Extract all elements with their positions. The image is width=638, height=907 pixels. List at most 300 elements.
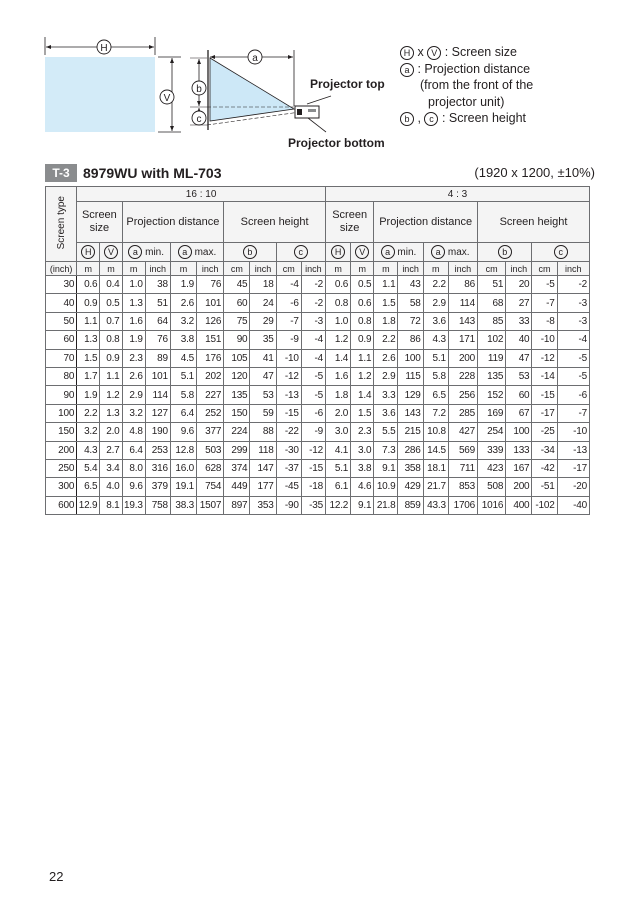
table-cell: 4.6 — [351, 478, 374, 496]
table-cell: -6 — [276, 294, 301, 312]
table-cell: 100 — [398, 349, 423, 367]
table-cell: 135 — [478, 367, 506, 385]
table-cell: 114 — [145, 386, 170, 404]
table-row — [46, 294, 590, 312]
table-cell: 8.0 — [122, 459, 145, 477]
unit-cell: cm — [276, 262, 301, 276]
table-cell: 120 — [224, 367, 250, 385]
table-cell: 339 — [478, 441, 506, 459]
table-cell: 377 — [197, 423, 224, 441]
table-cell: -3 — [557, 312, 589, 330]
table-cell: 14.5 — [423, 441, 448, 459]
table-cell: 147 — [250, 459, 276, 477]
table-body — [46, 276, 590, 515]
legend-screen-height-text: : Screen height — [441, 111, 527, 125]
table-cell: 9.1 — [351, 496, 374, 514]
v-label: V — [163, 93, 171, 104]
table-cell: 3.6 — [423, 312, 448, 330]
table-cell: -20 — [557, 478, 589, 496]
ratio-16-10-header: 16 : 10 — [77, 187, 326, 202]
table-cell: 2.6 — [122, 367, 145, 385]
table-cell: 508 — [478, 478, 506, 496]
table-cell: 12.9 — [77, 496, 100, 514]
table-cell: -5 — [557, 367, 589, 385]
table-cell: 88 — [250, 423, 276, 441]
v-col-header: V — [351, 243, 374, 262]
table-cell: 754 — [197, 478, 224, 496]
table-cell: -9 — [276, 331, 301, 349]
screen-height-header: Screen height — [478, 202, 590, 243]
screen-size-cell: 50 — [46, 312, 77, 330]
unit-inch-header: (inch) — [46, 262, 77, 276]
table-row — [46, 496, 590, 514]
table-cell: 5.8 — [423, 367, 448, 385]
table-cell: 228 — [448, 367, 477, 385]
table-cell: 4.1 — [325, 441, 350, 459]
table-cell: -2 — [301, 276, 325, 294]
table-cell: -37 — [276, 459, 301, 477]
table-cell: 0.7 — [100, 312, 122, 330]
table-cell: -40 — [557, 496, 589, 514]
legend-comma: , — [417, 111, 421, 125]
table-cell: 1.2 — [325, 331, 350, 349]
table-cell: -22 — [276, 423, 301, 441]
table-cell: 7.2 — [423, 404, 448, 422]
table-cell: 16.0 — [170, 459, 196, 477]
table-cell: -4 — [301, 349, 325, 367]
screen-size-cell: 40 — [46, 294, 77, 312]
table-cell: 200 — [448, 349, 477, 367]
table-cell: 253 — [145, 441, 170, 459]
table-cell: 3.2 — [122, 404, 145, 422]
table-cell: 0.5 — [100, 294, 122, 312]
c-label: c — [196, 114, 202, 125]
table-cell: -17 — [557, 459, 589, 477]
table-cell: 27 — [506, 294, 532, 312]
screen-height-header: Screen height — [224, 202, 326, 243]
h-circle-icon: H — [400, 46, 414, 60]
table-cell: 135 — [224, 386, 250, 404]
table-cell: 0.5 — [351, 276, 374, 294]
screen-size-cell: 200 — [46, 441, 77, 459]
table-cell: 2.3 — [351, 423, 374, 441]
unit-cell: m — [351, 262, 374, 276]
table-cell: 45 — [224, 276, 250, 294]
table-row — [46, 349, 590, 367]
projection-distance-header: Projection distance — [122, 202, 224, 243]
screen-rectangle — [45, 57, 155, 132]
screen-size-cell: 60 — [46, 331, 77, 349]
table-row — [46, 423, 590, 441]
table-cell: 1.1 — [77, 312, 100, 330]
table-cell: 6.5 — [77, 478, 100, 496]
table-cell: 0.6 — [325, 276, 350, 294]
table-cell: 1.6 — [122, 312, 145, 330]
table-cell: 1.3 — [100, 404, 122, 422]
table-cell: 358 — [398, 459, 423, 477]
projection-diagram — [0, 0, 638, 160]
table-cell: 119 — [478, 349, 506, 367]
table-cell: -35 — [301, 496, 325, 514]
table-badge: T-3 — [45, 164, 77, 182]
table-cell: 152 — [478, 386, 506, 404]
table-cell: -10 — [276, 349, 301, 367]
table-cell: 21.8 — [374, 496, 398, 514]
table-cell: 114 — [448, 294, 477, 312]
table-row — [46, 386, 590, 404]
projection-distance-header: Projection distance — [374, 202, 478, 243]
legend-screen-size-text: : Screen size — [444, 45, 517, 59]
table-cell: -12 — [276, 367, 301, 385]
projection-beam — [210, 58, 294, 121]
table-cell: 33 — [506, 312, 532, 330]
screen-size-cell: 30 — [46, 276, 77, 294]
table-cell: 53 — [250, 386, 276, 404]
table-cell: 5.1 — [325, 459, 350, 477]
table-cell: 58 — [398, 294, 423, 312]
table-cell: 1.9 — [170, 276, 196, 294]
table-cell: 374 — [224, 459, 250, 477]
table-cell: 41 — [250, 349, 276, 367]
table-cell: 47 — [506, 349, 532, 367]
table-cell: 21.7 — [423, 478, 448, 496]
table-cell: 129 — [398, 386, 423, 404]
table-cell: 1.4 — [325, 349, 350, 367]
table-cell: 6.4 — [122, 441, 145, 459]
table-cell: 51 — [145, 294, 170, 312]
table-cell: 1.2 — [100, 386, 122, 404]
c-col-header: c — [276, 243, 325, 262]
legend-note-line2: projector unit) — [428, 94, 505, 109]
table-cell: -18 — [301, 478, 325, 496]
table-cell: 10.9 — [374, 478, 398, 496]
screen-size-header: Screen size — [77, 202, 122, 243]
b-label: b — [196, 84, 202, 95]
v-circle-icon: V — [427, 46, 441, 60]
table-cell: 5.5 — [374, 423, 398, 441]
table-cell: 2.9 — [423, 294, 448, 312]
projector-bottom-label: Projector bottom — [288, 136, 385, 150]
h-col-header: H — [325, 243, 350, 262]
table-cell: 0.8 — [325, 294, 350, 312]
table-cell: -7 — [276, 312, 301, 330]
table-cell: -15 — [301, 459, 325, 477]
table-cell: 43.3 — [423, 496, 448, 514]
table-row — [46, 331, 590, 349]
table-cell: 0.9 — [77, 294, 100, 312]
table-row — [46, 367, 590, 385]
table-cell: 176 — [197, 349, 224, 367]
table-cell: 12.2 — [325, 496, 350, 514]
table-cell: 38.3 — [170, 496, 196, 514]
table-cell: 628 — [197, 459, 224, 477]
table-cell: -30 — [276, 441, 301, 459]
a-circle-icon: a — [400, 63, 414, 77]
table-cell: 53 — [506, 367, 532, 385]
table-cell: -90 — [276, 496, 301, 514]
legend-screen-size — [400, 44, 533, 61]
table-row — [46, 441, 590, 459]
table-cell: 1.5 — [374, 294, 398, 312]
table-cell: 102 — [478, 331, 506, 349]
table-cell: -7 — [532, 294, 557, 312]
table-cell: -6 — [557, 386, 589, 404]
table-cell: 143 — [398, 404, 423, 422]
table-cell: 126 — [197, 312, 224, 330]
v-col-header: V — [100, 243, 122, 262]
table-cell: 4.0 — [100, 478, 122, 496]
table-cell: 133 — [506, 441, 532, 459]
table-cell: 1.5 — [351, 404, 374, 422]
unit-cell: cm — [224, 262, 250, 276]
table-cell: 859 — [398, 496, 423, 514]
table-cell: -7 — [557, 404, 589, 422]
table-cell: 1706 — [448, 496, 477, 514]
table-cell: 0.9 — [351, 331, 374, 349]
table-cell: 2.3 — [122, 349, 145, 367]
table-row — [46, 276, 590, 294]
table-cell: 503 — [197, 441, 224, 459]
unit-cell: inch — [250, 262, 276, 276]
table-cell: 68 — [478, 294, 506, 312]
table-cell: 3.3 — [374, 386, 398, 404]
table-cell: 254 — [478, 423, 506, 441]
table-cell: 449 — [224, 478, 250, 496]
table-cell: 1.0 — [325, 312, 350, 330]
table-cell: 0.4 — [100, 276, 122, 294]
table-cell: -4 — [557, 331, 589, 349]
table-cell: -3 — [557, 294, 589, 312]
resolution-note: (1920 x 1200, ±10%) — [474, 165, 595, 180]
table-cell: 299 — [224, 441, 250, 459]
h-label: H — [100, 43, 108, 54]
table-cell: 2.2 — [374, 331, 398, 349]
table-cell: 19.3 — [122, 496, 145, 514]
table-cell: 1507 — [197, 496, 224, 514]
table-row — [46, 404, 590, 422]
table-cell: -51 — [532, 478, 557, 496]
table-cell: 150 — [224, 404, 250, 422]
table-cell: 18 — [250, 276, 276, 294]
table-cell: 711 — [448, 459, 477, 477]
table-cell: 427 — [448, 423, 477, 441]
unit-cell: inch — [197, 262, 224, 276]
table-cell: 167 — [506, 459, 532, 477]
ratio-4-3-header: 4 : 3 — [325, 187, 589, 202]
unit-cell: m — [100, 262, 122, 276]
legend-projection-distance — [400, 61, 533, 78]
table-cell: 100 — [506, 423, 532, 441]
unit-cell: inch — [448, 262, 477, 276]
b-circle-icon: b — [400, 112, 414, 126]
table-cell: -4 — [301, 331, 325, 349]
unit-cell: inch — [145, 262, 170, 276]
table-cell: 256 — [448, 386, 477, 404]
table-cell: -9 — [301, 423, 325, 441]
table-cell: 72 — [398, 312, 423, 330]
legend-projection-distance-text: : Projection distance — [417, 61, 531, 76]
table-cell: 90 — [224, 331, 250, 349]
table-cell: 1.1 — [351, 349, 374, 367]
c-circle-icon: c — [424, 112, 438, 126]
table-cell: -2 — [301, 294, 325, 312]
table-cell: 3.6 — [374, 404, 398, 422]
table-cell: 200 — [506, 478, 532, 496]
table-cell: 6.1 — [325, 478, 350, 496]
table-cell: 118 — [250, 441, 276, 459]
table-cell: 9.6 — [122, 478, 145, 496]
table-cell: 853 — [448, 478, 477, 496]
table-cell: 127 — [145, 404, 170, 422]
table-cell: 60 — [224, 294, 250, 312]
table-cell: 227 — [197, 386, 224, 404]
table-cell: 3.2 — [170, 312, 196, 330]
table-cell: 101 — [197, 294, 224, 312]
screen-size-header: Screen size — [325, 202, 373, 243]
table-cell: -102 — [532, 496, 557, 514]
table-cell: 171 — [448, 331, 477, 349]
screen-size-cell: 90 — [46, 386, 77, 404]
screen-size-cell: 150 — [46, 423, 77, 441]
table-cell: 75 — [224, 312, 250, 330]
table-cell: 2.7 — [100, 441, 122, 459]
unit-cell: m — [122, 262, 145, 276]
table-cell: 10.8 — [423, 423, 448, 441]
b-col-header: b — [224, 243, 276, 262]
table-cell: 0.8 — [351, 312, 374, 330]
table-cell: 0.8 — [100, 331, 122, 349]
unit-cell: inch — [398, 262, 423, 276]
table-cell: 190 — [145, 423, 170, 441]
table-row — [46, 459, 590, 477]
table-cell: 2.2 — [423, 276, 448, 294]
table-cell: 1.8 — [374, 312, 398, 330]
table-cell: 215 — [398, 423, 423, 441]
table-cell: 89 — [145, 349, 170, 367]
table-cell: 1.7 — [77, 367, 100, 385]
table-cell: 252 — [197, 404, 224, 422]
table-cell: 76 — [145, 331, 170, 349]
page-number: 22 — [49, 869, 64, 884]
table-cell: -15 — [276, 404, 301, 422]
a-max-header: a max. — [170, 243, 223, 262]
table-cell: 5.1 — [423, 349, 448, 367]
unit-cell: inch — [557, 262, 589, 276]
table-cell: 224 — [224, 423, 250, 441]
table-cell: 85 — [478, 312, 506, 330]
table-cell: 6.5 — [423, 386, 448, 404]
table-cell: 143 — [448, 312, 477, 330]
table-cell: 1.1 — [374, 276, 398, 294]
table-cell: 177 — [250, 478, 276, 496]
table-cell: 1.0 — [122, 276, 145, 294]
table-cell: 105 — [224, 349, 250, 367]
table-cell: 1.4 — [351, 386, 374, 404]
model-title: 8979WU with ML-703 — [83, 165, 222, 181]
table-cell: 2.9 — [122, 386, 145, 404]
a-max-header: a max. — [423, 243, 477, 262]
table-cell: 3.8 — [351, 459, 374, 477]
table-cell: -2 — [557, 276, 589, 294]
table-cell: 569 — [448, 441, 477, 459]
table-cell: 423 — [478, 459, 506, 477]
table-cell: 286 — [398, 441, 423, 459]
a-label: a — [252, 53, 258, 64]
table-cell: 1.8 — [325, 386, 350, 404]
unit-cell: cm — [478, 262, 506, 276]
table-title-row — [45, 163, 595, 183]
table-cell: -6 — [301, 404, 325, 422]
table-cell: 169 — [478, 404, 506, 422]
table-cell: -5 — [301, 367, 325, 385]
table-cell: 0.9 — [100, 349, 122, 367]
table-cell: 64 — [145, 312, 170, 330]
table-cell: 115 — [398, 367, 423, 385]
table-cell: 5.8 — [170, 386, 196, 404]
table-cell: 379 — [145, 478, 170, 496]
unit-row — [46, 262, 590, 276]
table-cell: -5 — [532, 276, 557, 294]
screen-size-cell: 70 — [46, 349, 77, 367]
table-cell: 3.4 — [100, 459, 122, 477]
unit-cell: m — [325, 262, 350, 276]
unit-cell: cm — [532, 262, 557, 276]
table-cell: 353 — [250, 496, 276, 514]
table-cell: 758 — [145, 496, 170, 514]
c-col-header: c — [532, 243, 590, 262]
unit-cell: inch — [301, 262, 325, 276]
legend-sep: x — [417, 45, 424, 59]
table-cell: 12.8 — [170, 441, 196, 459]
table-cell: 9.1 — [374, 459, 398, 477]
table-cell: -42 — [532, 459, 557, 477]
legend-screen-height — [400, 110, 533, 127]
screen-size-cell: 600 — [46, 496, 77, 514]
table-cell: -13 — [557, 441, 589, 459]
table-cell: 20 — [506, 276, 532, 294]
table-cell: -12 — [301, 441, 325, 459]
screen-size-cell: 300 — [46, 478, 77, 496]
legend-note-line1: (from the front of the — [420, 78, 534, 92]
table-cell: 24 — [250, 294, 276, 312]
table-cell: 86 — [448, 276, 477, 294]
table-cell: 1.6 — [325, 367, 350, 385]
table-cell: -3 — [301, 312, 325, 330]
table-cell: -25 — [532, 423, 557, 441]
table-cell: 101 — [145, 367, 170, 385]
table-cell: 429 — [398, 478, 423, 496]
unit-cell: m — [374, 262, 398, 276]
table-cell: -13 — [276, 386, 301, 404]
table-cell: 59 — [250, 404, 276, 422]
table-cell: 1.5 — [77, 349, 100, 367]
table-cell: -15 — [532, 386, 557, 404]
table-cell: 1.3 — [77, 331, 100, 349]
table-cell: 1.1 — [100, 367, 122, 385]
table-cell: 3.0 — [351, 441, 374, 459]
table-cell: -8 — [532, 312, 557, 330]
screen-size-cell: 250 — [46, 459, 77, 477]
table-cell: -10 — [532, 331, 557, 349]
table-cell: 2.2 — [77, 404, 100, 422]
table-cell: 8.1 — [100, 496, 122, 514]
table-cell: 76 — [197, 276, 224, 294]
table-cell: 9.6 — [170, 423, 196, 441]
table-cell: 43 — [398, 276, 423, 294]
table-cell: 4.3 — [423, 331, 448, 349]
unit-cell: m — [77, 262, 100, 276]
table-cell: 86 — [398, 331, 423, 349]
